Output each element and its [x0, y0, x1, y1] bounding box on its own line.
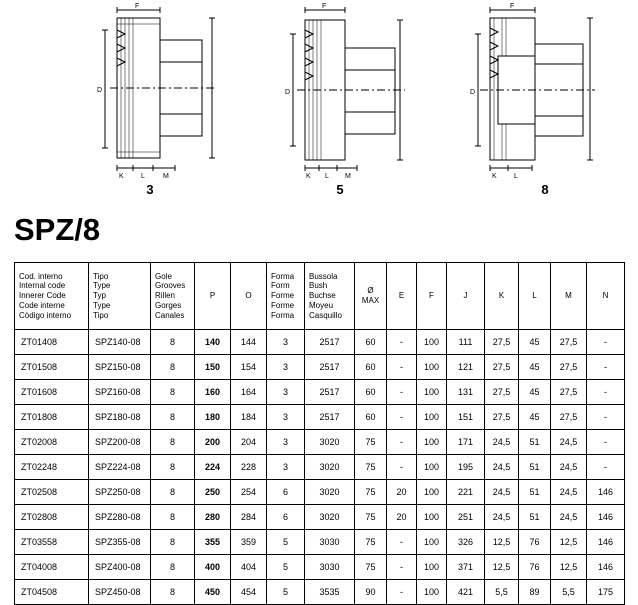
table-cell: SPZ180-08 — [89, 405, 151, 430]
table-filler-cell — [15, 552, 89, 592]
table-cell: ZT01408 — [15, 330, 89, 355]
table-cell: 8 — [151, 505, 195, 530]
table-cell: 100 — [417, 330, 447, 355]
table-cell: 27,5 — [485, 380, 519, 405]
table-cell: 3020 — [305, 480, 355, 505]
table-filler-cell — [231, 552, 267, 592]
table-cell: 45 — [519, 380, 551, 405]
table-cell: ZT02508 — [15, 480, 89, 505]
table-cell: 3535 — [305, 580, 355, 605]
table-cell: 280 — [195, 505, 231, 530]
header-line: Bush — [309, 281, 328, 291]
header-line: Cod. interno — [19, 271, 63, 281]
table-cell: 75 — [355, 480, 387, 505]
spec-table-header-cell-10 — [447, 263, 485, 330]
table-cell: 184 — [231, 405, 267, 430]
table-cell: 75 — [355, 430, 387, 455]
table-cell: 24,5 — [485, 455, 519, 480]
table-cell: 12,5 — [551, 530, 587, 555]
table-cell: 75 — [355, 455, 387, 480]
header-line: Ø — [367, 286, 374, 296]
pulley-drawing-8-svg — [450, 0, 638, 205]
header-line: Grooves — [155, 281, 186, 291]
table-cell: 404 — [231, 555, 267, 580]
spec-table-header-cell-9 — [417, 263, 447, 330]
table-cell: - — [587, 455, 625, 480]
table-cell: 3 — [267, 355, 305, 380]
spec-table-header-cell-13 — [551, 263, 587, 330]
header-line: E — [398, 291, 405, 301]
table-cell: 371 — [447, 555, 485, 580]
dim-label-L: L — [141, 173, 145, 180]
spec-table-header-cell-0 — [15, 263, 89, 330]
table-cell: 45 — [519, 405, 551, 430]
table-cell: SPZ160-08 — [89, 380, 151, 405]
table-cell: 8 — [151, 405, 195, 430]
table-cell: 204 — [231, 430, 267, 455]
table-cell: - — [387, 355, 417, 380]
table-cell: - — [587, 330, 625, 355]
table-cell: 60 — [355, 330, 387, 355]
header-line: Moyeu — [309, 300, 334, 310]
table-filler-cell — [267, 552, 305, 592]
table-cell: 8 — [151, 530, 195, 555]
dim-label-M: M — [345, 173, 351, 180]
table-filler-cell — [89, 552, 151, 592]
header-line: L — [532, 291, 537, 301]
table-cell: 2517 — [305, 330, 355, 355]
header-line: Bussola — [309, 271, 338, 281]
table-filler-cell — [551, 552, 587, 592]
header-line: Tipo — [93, 310, 109, 320]
table-cell: 221 — [447, 480, 485, 505]
table-cell: ZT04008 — [15, 555, 89, 580]
table-filler-cell — [195, 552, 231, 592]
table-cell: 100 — [417, 530, 447, 555]
table-cell: - — [587, 430, 625, 455]
table-cell: 24,5 — [485, 480, 519, 505]
pulley-drawing-5-svg — [245, 0, 435, 205]
table-cell: 251 — [447, 505, 485, 530]
table-cell: 12,5 — [551, 555, 587, 580]
table-cell: 24,5 — [485, 430, 519, 455]
table-cell: 228 — [231, 455, 267, 480]
header-line: F — [429, 291, 434, 301]
table-cell: 51 — [519, 430, 551, 455]
table-cell: ZT02248 — [15, 455, 89, 480]
table-row — [15, 430, 625, 455]
table-cell: 8 — [151, 330, 195, 355]
table-row — [15, 530, 625, 555]
table-cell: SPZ150-08 — [89, 355, 151, 380]
table-filler-cell — [355, 552, 387, 592]
table-cell: 3 — [267, 405, 305, 430]
table-row — [15, 355, 625, 380]
table-cell: 454 — [231, 580, 267, 605]
table-cell: ZT04508 — [15, 580, 89, 605]
dim-label-D: D — [285, 89, 291, 96]
table-cell: ZT01608 — [15, 380, 89, 405]
dim-label-K: K — [119, 173, 124, 180]
table-cell: 400 — [195, 555, 231, 580]
table-cell: 8 — [151, 555, 195, 580]
table-filler-cell — [417, 552, 447, 592]
header-line: Internal code — [19, 281, 66, 291]
table-cell: - — [387, 330, 417, 355]
table-cell: - — [387, 380, 417, 405]
table-cell: SPZ280-08 — [89, 505, 151, 530]
pulley-diagram-5 — [245, 0, 435, 205]
table-cell: 3 — [267, 330, 305, 355]
table-cell: SPZ355-08 — [89, 530, 151, 555]
header-line: Còdigo interno — [19, 310, 72, 320]
table-cell: 3020 — [305, 430, 355, 455]
spec-table-header-cell-11 — [485, 263, 519, 330]
table-cell: 76 — [519, 555, 551, 580]
table-cell: 3020 — [305, 505, 355, 530]
table-row — [15, 505, 625, 530]
table-filler-area — [14, 552, 624, 592]
table-cell: 254 — [231, 480, 267, 505]
table-cell: 100 — [417, 405, 447, 430]
header-line: Form — [271, 281, 290, 291]
table-cell: 51 — [519, 455, 551, 480]
table-cell: 175 — [587, 580, 625, 605]
table-cell: - — [387, 580, 417, 605]
table-cell: 200 — [195, 430, 231, 455]
table-cell: 3 — [267, 430, 305, 455]
spec-table-header-cell-3 — [195, 263, 231, 330]
table-cell: - — [587, 380, 625, 405]
table-cell: 150 — [195, 355, 231, 380]
header-line: Forme — [271, 300, 295, 310]
header-line: Rillen — [155, 291, 176, 301]
table-cell: 8 — [151, 480, 195, 505]
table-cell: 144 — [231, 330, 267, 355]
header-line: Forme — [271, 291, 295, 301]
header-line: Type — [93, 300, 111, 310]
table-filler-cell — [447, 552, 485, 592]
spec-table-header-cell-12 — [519, 263, 551, 330]
dim-label-M: M — [163, 173, 169, 180]
spec-table-header-cell-7 — [355, 263, 387, 330]
header-line: Tipo — [93, 271, 109, 281]
header-line: Code interne — [19, 300, 65, 310]
table-cell: 100 — [417, 455, 447, 480]
header-line: MAX — [361, 296, 380, 305]
table-cell: 5,5 — [551, 580, 587, 605]
table-cell: 45 — [519, 330, 551, 355]
table-cell: ZT01808 — [15, 405, 89, 430]
spec-table-header-cell-6 — [305, 263, 355, 330]
table-row — [15, 330, 625, 355]
table-cell: 75 — [355, 555, 387, 580]
diagram-label-5: 5 — [336, 182, 344, 197]
header-line: M — [565, 291, 572, 301]
table-filler-cell — [305, 552, 355, 592]
dim-label-K: K — [492, 173, 497, 180]
header-line: Gorges — [155, 300, 182, 310]
table-cell: 100 — [417, 430, 447, 455]
table-cell: 76 — [519, 530, 551, 555]
diagram-label-3: 3 — [146, 182, 154, 197]
header-line: J — [463, 291, 468, 301]
dim-label-F: F — [510, 3, 515, 10]
table-row — [15, 405, 625, 430]
table-cell: 75 — [355, 505, 387, 530]
table-cell: 3 — [267, 380, 305, 405]
table-cell: ZT01508 — [15, 355, 89, 380]
pulley-diagram-3 — [55, 0, 245, 205]
table-cell: 27,5 — [551, 330, 587, 355]
spec-table-header-row — [15, 263, 625, 330]
table-cell: 89 — [519, 580, 551, 605]
header-line: Innerer Code — [19, 291, 66, 301]
table-cell: 164 — [231, 380, 267, 405]
dim-label-K: K — [306, 173, 311, 180]
header-line: Canales — [155, 310, 185, 320]
table-cell: 27,5 — [551, 380, 587, 405]
table-cell: 20 — [387, 480, 417, 505]
table-row — [15, 380, 625, 405]
table-cell: 146 — [587, 555, 625, 580]
table-cell: 5 — [267, 530, 305, 555]
table-cell: 8 — [151, 355, 195, 380]
table-cell: 12,5 — [485, 555, 519, 580]
table-cell: SPZ224-08 — [89, 455, 151, 480]
table-cell: 24,5 — [551, 505, 587, 530]
table-cell: 151 — [447, 405, 485, 430]
table-row — [15, 455, 625, 480]
table-cell: - — [387, 530, 417, 555]
pulley-drawing-3-svg — [55, 0, 245, 205]
header-line: K — [498, 291, 505, 301]
spec-table-header-cell-14 — [587, 263, 625, 330]
table-cell: 100 — [417, 505, 447, 530]
table-cell: 121 — [447, 355, 485, 380]
table-cell: 60 — [355, 405, 387, 430]
table-cell: 27,5 — [485, 355, 519, 380]
dim-label-F: F — [135, 3, 140, 10]
table-cell: 359 — [231, 530, 267, 555]
table-cell: 90 — [355, 580, 387, 605]
table-cell: 326 — [447, 530, 485, 555]
spec-table-header-cell-4 — [231, 263, 267, 330]
table-cell: 2517 — [305, 355, 355, 380]
table-cell: - — [587, 405, 625, 430]
table-cell: 12,5 — [485, 530, 519, 555]
header-line: N — [602, 291, 609, 301]
spec-table-header-cell-1 — [89, 263, 151, 330]
table-cell: 146 — [587, 480, 625, 505]
table-cell: 5,5 — [485, 580, 519, 605]
table-cell: 24,5 — [551, 430, 587, 455]
table-cell: - — [387, 430, 417, 455]
table-cell: 27,5 — [485, 405, 519, 430]
dim-label-F: F — [322, 3, 327, 10]
table-cell: 224 — [195, 455, 231, 480]
table-cell: 100 — [417, 580, 447, 605]
table-cell: 51 — [519, 480, 551, 505]
table-filler-row — [15, 552, 625, 592]
table-cell: 146 — [587, 530, 625, 555]
diagram-label-8: 8 — [541, 182, 549, 197]
table-cell: 131 — [447, 380, 485, 405]
table-cell: ZT02008 — [15, 430, 89, 455]
table-filler-cell — [151, 552, 195, 592]
table-cell: 250 — [195, 480, 231, 505]
table-cell: 8 — [151, 380, 195, 405]
table-cell: ZT02808 — [15, 505, 89, 530]
filler-table — [14, 552, 625, 592]
table-cell: 171 — [447, 430, 485, 455]
table-cell: 51 — [519, 505, 551, 530]
dim-label-L: L — [514, 173, 518, 180]
dim-label-D: D — [470, 89, 476, 96]
table-cell: 8 — [151, 580, 195, 605]
table-cell: 450 — [195, 580, 231, 605]
table-cell: 3020 — [305, 455, 355, 480]
header-line: Typ — [93, 291, 106, 301]
table-cell: SPZ250-08 — [89, 480, 151, 505]
spec-table-header-cell-2 — [151, 263, 195, 330]
table-cell: SPZ400-08 — [89, 555, 151, 580]
dim-label-L: L — [325, 173, 329, 180]
header-line: Buchse — [309, 291, 336, 301]
header-line: Casquillo — [309, 310, 342, 320]
table-cell: 3030 — [305, 530, 355, 555]
page-title: SPZ/8 — [14, 212, 101, 247]
table-cell: 24,5 — [551, 455, 587, 480]
table-cell: 154 — [231, 355, 267, 380]
header-line: Forma — [271, 271, 295, 281]
table-cell: 100 — [417, 480, 447, 505]
table-cell: 5 — [267, 580, 305, 605]
table-cell: 180 — [195, 405, 231, 430]
table-cell: 100 — [417, 555, 447, 580]
table-cell: SPZ450-08 — [89, 580, 151, 605]
table-cell: 45 — [519, 355, 551, 380]
table-cell: 27,5 — [485, 330, 519, 355]
header-line: Forma — [271, 310, 295, 320]
table-cell: - — [387, 555, 417, 580]
table-cell: 2517 — [305, 380, 355, 405]
table-cell: 75 — [355, 530, 387, 555]
table-cell: 8 — [151, 455, 195, 480]
table-cell: SPZ140-08 — [89, 330, 151, 355]
table-cell: 24,5 — [485, 505, 519, 530]
table-cell: 3 — [267, 455, 305, 480]
table-cell: 140 — [195, 330, 231, 355]
table-cell: 6 — [267, 480, 305, 505]
table-cell: 421 — [447, 580, 485, 605]
table-row — [15, 480, 625, 505]
table-cell: 8 — [151, 430, 195, 455]
dim-label-D: D — [97, 87, 103, 94]
table-cell: 5 — [267, 555, 305, 580]
table-cell: 27,5 — [551, 355, 587, 380]
table-cell: - — [387, 405, 417, 430]
table-filler-cell — [519, 552, 551, 592]
table-cell: 160 — [195, 380, 231, 405]
table-filler-cell — [587, 552, 625, 592]
table-cell: 24,5 — [551, 480, 587, 505]
spec-table-header-cell-8 — [387, 263, 417, 330]
header-line: Type — [93, 281, 111, 291]
table-cell: 100 — [417, 355, 447, 380]
spec-table-header-cell-5 — [267, 263, 305, 330]
table-cell: 195 — [447, 455, 485, 480]
table-cell: 60 — [355, 355, 387, 380]
spec-table-head — [15, 263, 625, 330]
table-cell: 111 — [447, 330, 485, 355]
table-cell: - — [587, 355, 625, 380]
header-line: O — [245, 291, 252, 301]
table-cell: 3030 — [305, 555, 355, 580]
pulley-diagram-8 — [450, 0, 638, 205]
table-filler-cell — [387, 552, 417, 592]
table-cell: 60 — [355, 380, 387, 405]
diagram-strip — [0, 0, 638, 205]
table-cell: 100 — [417, 380, 447, 405]
table-filler-cell — [485, 552, 519, 592]
table-cell: 6 — [267, 505, 305, 530]
header-line: P — [209, 291, 216, 301]
table-cell: 2517 — [305, 405, 355, 430]
table-cell: 146 — [587, 505, 625, 530]
header-line: Gole — [155, 271, 172, 281]
table-cell: SPZ200-08 — [89, 430, 151, 455]
table-cell: 27,5 — [551, 405, 587, 430]
table-cell: ZT03558 — [15, 530, 89, 555]
table-cell: 284 — [231, 505, 267, 530]
table-cell: 355 — [195, 530, 231, 555]
table-cell: - — [387, 455, 417, 480]
table-cell: 20 — [387, 505, 417, 530]
